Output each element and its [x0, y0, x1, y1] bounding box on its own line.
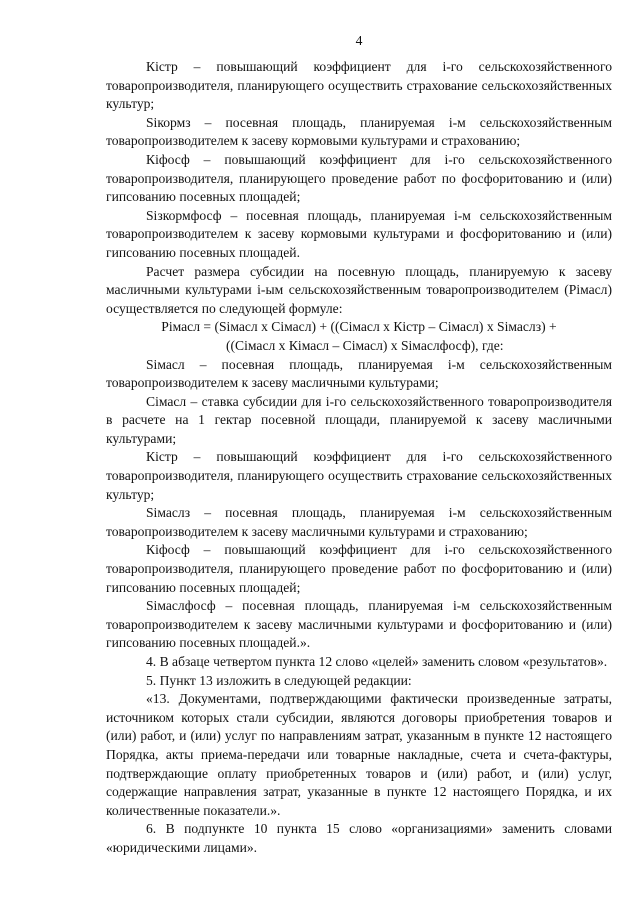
- definition-kifosf-oilseed: Кiфосф – повышающий коэффициент для i-го сельскохозяйственного товаропроизводителя, планирующего проведение работ по фосфоритованию и (или) гипсованию посевных площадей;: [106, 542, 612, 595]
- formula-line-1: Pімасл = (Sімасл х Cімасл) + ((Cімасл х Кiстр – Cімасл) х Sімаслз) +: [161, 319, 557, 335]
- paragraph-kistr-feed: Кiстр – повышающий коэффициент для i-го сельскохозяйственного товаропроизводителя, планирующего осуществить страхование сельскохозяйственных культур;: [106, 59, 612, 112]
- definition-kistr-oilseed: Кiстр – повышающий коэффициент для i-го сельскохозяйственного товаропроизводителя, планирующего осуществить страхование сельскохозяйственных культур;: [106, 449, 612, 502]
- paragraph-kifosf-feed: Кiфосф – повышающий коэффициент для i-го сельскохозяйственного товаропроизводителя, планирующего проведение работ по фосфоритованию и (или) гипсованию посевных площадей;: [106, 151, 612, 205]
- amendment-item-5: 5. Пункт 13 изложить в следующей редакции:: [146, 672, 412, 688]
- paragraph-s-feed-insurance: Sікормз – посевная площадь, планируемая i-м сельскохозяйственным товаропроизводителем к засеву кормовыми культурами и страхованию;: [106, 114, 612, 149]
- definition-c-oilseed: Cімасл – ставка субсидии для i-го сельскохозяйственного товаропроизводителя в расчете на 1 гектар посевной площади, планируемой к засеву масличными культурами;: [106, 393, 612, 446]
- document-page: [106, 32, 612, 858]
- definition-s-oilseed-phosphate: Sімаслфосф – посевная площадь, планируемая i-м сельскохозяйственным товаропроизводителем к засеву масличными культурами и фосфоритованию и (или) гипсованию посевных площадей.».: [106, 598, 612, 651]
- page-number: 4: [355, 33, 363, 48]
- amendment-item-4: 4. В абзаце четвертом пункта 12 слово «целей» заменить словом «результатов».: [146, 654, 608, 669]
- formula-line-2: ((Cімасл х Кiмасл – Cімасл) х Sімаслфосф), где:: [226, 337, 504, 353]
- amendment-item-6: 6. В подпункте 10 пункта 15 слово «организациями» заменить словами «юридическими лицами».: [106, 821, 612, 855]
- definition-s-oilseed: Sімасл – посевная площадь, планируемая i-м сельскохозяйственным товаропроизводителем к засеву масличными культурами;: [106, 356, 612, 391]
- paragraph-oilseed-intro: Расчет размера субсидии на посевную площадь, планируемую к засеву масличными культурами i-ым сельскохозяйственным товаропроизводителем (Pімасл) осуществляется по следующей формуле:: [106, 263, 612, 316]
- amendment-item-13-text: «13. Документами, подтверждающими фактически произведенные затраты, источником которых стали субсидии, являются договоры приобретения товаров и (или) работ, и (или) услуг по направлениям затрат, указанным в пункте 12 настоящего Порядка, акты приема-передачи или товарные накладные, счета и счета-фактуры, подтверждающие оплату приобретенных товаров и (или) работ, и (или) услуг, содержащие направления затрат, указанные в пункте 12 настоящего Порядка, и их количественные показатели.».: [106, 691, 612, 818]
- definition-s-oilseed-insurance: Sімаслз – посевная площадь, планируемая i-м сельскохозяйственным товаропроизводителем к засеву масличными культурами и страхованию;: [106, 505, 612, 539]
- paragraph-s-feed-phosphate: Sізкормфосф – посевная площадь, планируемая i-м сельскохозяйственным товаропроизводителем к засеву кормовыми культурами и фосфоритованию и (или) гипсованию посевных площадей.: [106, 207, 612, 260]
